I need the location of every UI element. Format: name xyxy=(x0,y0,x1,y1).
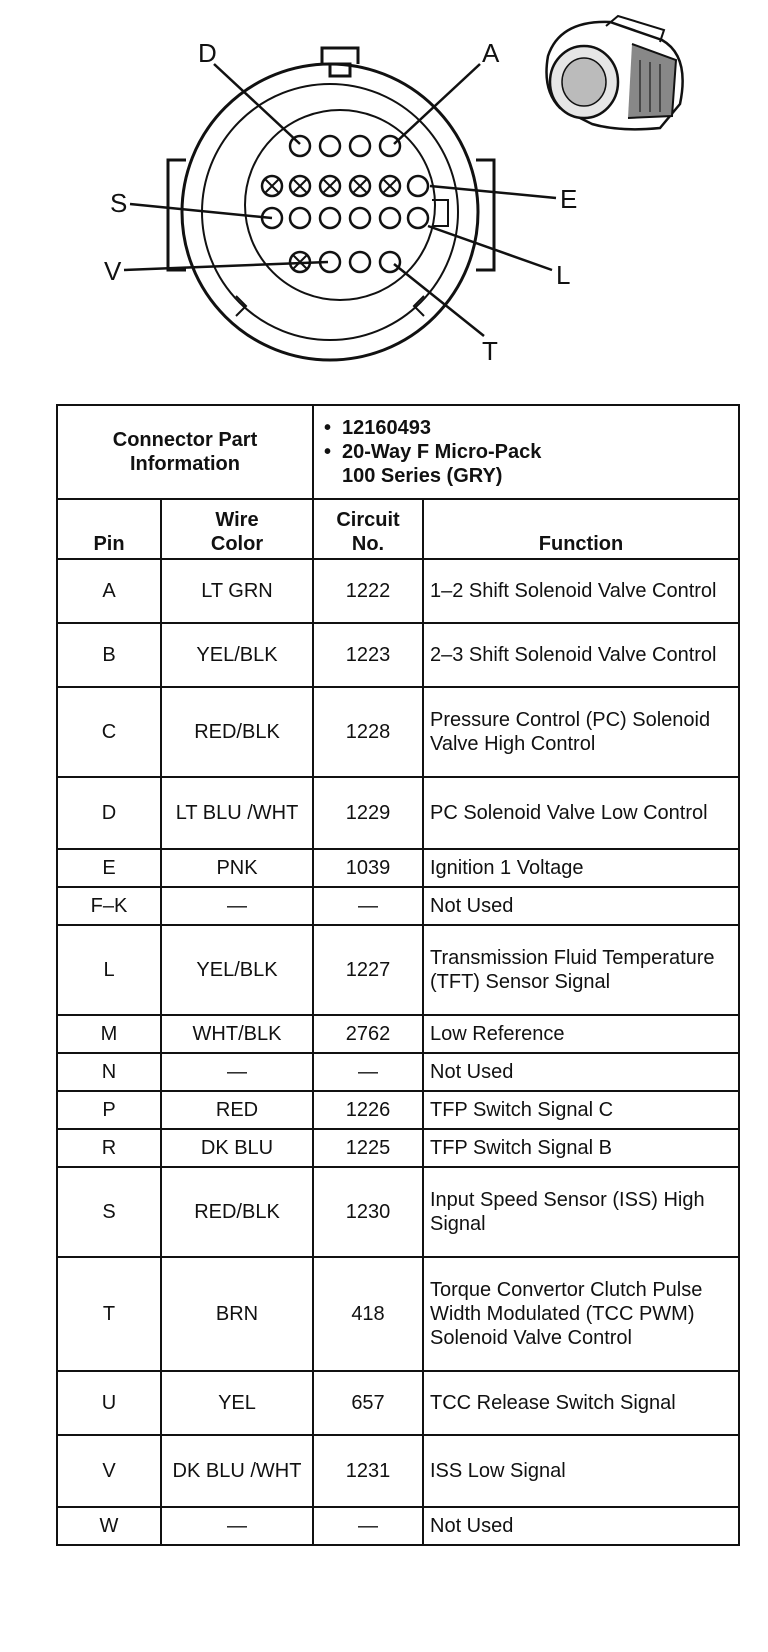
connector-part-number: • 12160493 xyxy=(320,416,732,440)
connector-info-details xyxy=(313,405,739,499)
circuit-no-cell: 1225 xyxy=(313,1129,423,1167)
connector-info-row xyxy=(57,405,739,499)
circuit-no-cell: 1223 xyxy=(313,623,423,687)
circuit-no-cell: 1226 xyxy=(313,1091,423,1129)
pin-cell: B xyxy=(57,623,161,687)
circuit-no-cell: 1039 xyxy=(313,849,423,887)
pin-cell: S xyxy=(57,1167,161,1257)
pin-label-t: T xyxy=(482,336,498,366)
pin-cavity xyxy=(380,208,400,228)
function-cell: 2–3 Shift Solenoid Valve Control xyxy=(423,623,739,687)
function-cell: TFP Switch Signal B xyxy=(423,1129,739,1167)
pin-cavity xyxy=(320,208,340,228)
wire-color-cell: PNK xyxy=(161,849,313,887)
function-cell: Ignition 1 Voltage xyxy=(423,849,739,887)
header-pin: Pin xyxy=(57,499,161,559)
wire-color-cell: DK BLU xyxy=(161,1129,313,1167)
connector-type: • 20-Way F Micro-Pack xyxy=(320,440,732,464)
table-row xyxy=(57,887,739,925)
header-wire-color-line2: Color xyxy=(210,533,264,555)
wire-color-cell: RED/BLK xyxy=(161,1167,313,1257)
wire-color-cell: DK BLU /WHT xyxy=(161,1435,313,1507)
table-row xyxy=(57,559,739,623)
pin-cell: T xyxy=(57,1257,161,1371)
pin-cell: U xyxy=(57,1371,161,1435)
function-cell: ISS Low Signal xyxy=(423,1435,739,1507)
circuit-no-cell: — xyxy=(313,887,423,925)
circuit-no-cell: 418 xyxy=(313,1257,423,1371)
pin-cell: F–K xyxy=(57,887,161,925)
table-row xyxy=(57,1435,739,1507)
connector-info-list xyxy=(320,416,732,488)
circuit-no-cell: 1229 xyxy=(313,777,423,849)
function-cell: Not Used xyxy=(423,1507,739,1545)
circuit-no-cell: 1230 xyxy=(313,1167,423,1257)
pin-label-d: D xyxy=(198,38,217,68)
pin-cell: N xyxy=(57,1053,161,1091)
table-row xyxy=(57,1167,739,1257)
pin-cell: L xyxy=(57,925,161,1015)
pin-cavity xyxy=(350,252,370,272)
header-wire-color-line1: Wire xyxy=(215,509,259,531)
wire-color-cell: YEL/BLK xyxy=(161,925,313,1015)
pin-cell: V xyxy=(57,1435,161,1507)
pin-grid xyxy=(262,136,428,272)
connector-series xyxy=(320,464,732,488)
header-circuit-line1: Circuit xyxy=(336,509,400,531)
top-key xyxy=(322,48,358,64)
pin-cell: C xyxy=(57,687,161,777)
wire-color-cell: LT GRN xyxy=(161,559,313,623)
table-row xyxy=(57,687,739,777)
table-row xyxy=(57,1091,739,1129)
function-cell: Pressure Control (PC) Solenoid Valve High Control xyxy=(423,687,739,777)
pin-label-v: V xyxy=(104,256,122,286)
function-cell: Transmission Fluid Temperature (TFT) Sensor Signal xyxy=(423,925,739,1015)
header-circuit-no xyxy=(313,499,423,559)
wire-color-cell: YEL xyxy=(161,1371,313,1435)
connector-info-label xyxy=(57,405,313,499)
circuit-no-cell: 2762 xyxy=(313,1015,423,1053)
pin-cell: D xyxy=(57,777,161,849)
wire-color-cell: WHT/BLK xyxy=(161,1015,313,1053)
function-cell: PC Solenoid Valve Low Control xyxy=(423,777,739,849)
circuit-no-cell: 1228 xyxy=(313,687,423,777)
function-cell: Not Used xyxy=(423,1053,739,1091)
pinout-table xyxy=(56,404,740,1546)
pin-cavity xyxy=(408,208,428,228)
wire-color-cell: LT BLU /WHT xyxy=(161,777,313,849)
pin-cell: A xyxy=(57,559,161,623)
leader-line-t xyxy=(394,264,484,336)
wire-color-cell: — xyxy=(161,1053,313,1091)
wire-color-cell: YEL/BLK xyxy=(161,623,313,687)
connector-info-label-line1: Connector Part xyxy=(112,429,258,451)
pin-cavity xyxy=(380,136,400,156)
pin-cavity xyxy=(350,208,370,228)
pin-cavity xyxy=(320,136,340,156)
table-row xyxy=(57,777,739,849)
wire-color-cell: — xyxy=(161,1507,313,1545)
wire-color-cell: — xyxy=(161,887,313,925)
pin-cell: M xyxy=(57,1015,161,1053)
pin-cavity xyxy=(350,136,370,156)
pin-cell: W xyxy=(57,1507,161,1545)
table-row xyxy=(57,623,739,687)
table-row xyxy=(57,1053,739,1091)
function-cell: Torque Convertor Clutch Pulse Width Modulated (TCC PWM) Solenoid Valve Control xyxy=(423,1257,739,1371)
pin-label-e: E xyxy=(560,184,578,214)
pin-cell: E xyxy=(57,849,161,887)
function-cell: Not Used xyxy=(423,887,739,925)
pin-label-l: L xyxy=(556,260,571,290)
table-row xyxy=(57,1507,739,1545)
pin-cell: P xyxy=(57,1091,161,1129)
leader-line-s xyxy=(130,204,272,218)
header-function: Function xyxy=(423,499,739,559)
pin-label-a: A xyxy=(482,38,500,68)
function-cell: TCC Release Switch Signal xyxy=(423,1371,739,1435)
table-row xyxy=(57,849,739,887)
leader-line-a xyxy=(394,64,480,144)
table-row xyxy=(57,1257,739,1371)
connector-face-diagram xyxy=(0,0,768,380)
function-cell: 1–2 Shift Solenoid Valve Control xyxy=(423,559,739,623)
pin-cavity xyxy=(408,176,428,196)
circuit-no-cell: 657 xyxy=(313,1371,423,1435)
table-row xyxy=(57,1371,739,1435)
function-cell: Low Reference xyxy=(423,1015,739,1053)
pin-cavity xyxy=(380,252,400,272)
connector-info-label-line2: Information xyxy=(130,453,240,475)
table-row xyxy=(57,1015,739,1053)
table-header-row xyxy=(57,499,739,559)
connector-series-text: 100 Series (GRY) xyxy=(342,465,503,487)
circuit-no-cell: 1222 xyxy=(313,559,423,623)
pin-label-s: S xyxy=(110,188,128,218)
pin-cavity-area xyxy=(245,110,435,300)
wire-color-cell: BRN xyxy=(161,1257,313,1371)
circuit-no-cell: 1231 xyxy=(313,1435,423,1507)
pin-cell: R xyxy=(57,1129,161,1167)
table-row xyxy=(57,925,739,1015)
header-wire-color xyxy=(161,499,313,559)
pin-cavity xyxy=(290,208,310,228)
connector-3d-illustration xyxy=(547,16,683,129)
circuit-no-cell: 1227 xyxy=(313,925,423,1015)
circuit-no-cell: — xyxy=(313,1507,423,1545)
header-circuit-line2: No. xyxy=(351,533,385,555)
circuit-no-cell: — xyxy=(313,1053,423,1091)
function-cell: Input Speed Sensor (ISS) High Signal xyxy=(423,1167,739,1257)
table-row xyxy=(57,1129,739,1167)
function-cell: TFP Switch Signal C xyxy=(423,1091,739,1129)
wire-color-cell: RED xyxy=(161,1091,313,1129)
wire-color-cell: RED/BLK xyxy=(161,687,313,777)
